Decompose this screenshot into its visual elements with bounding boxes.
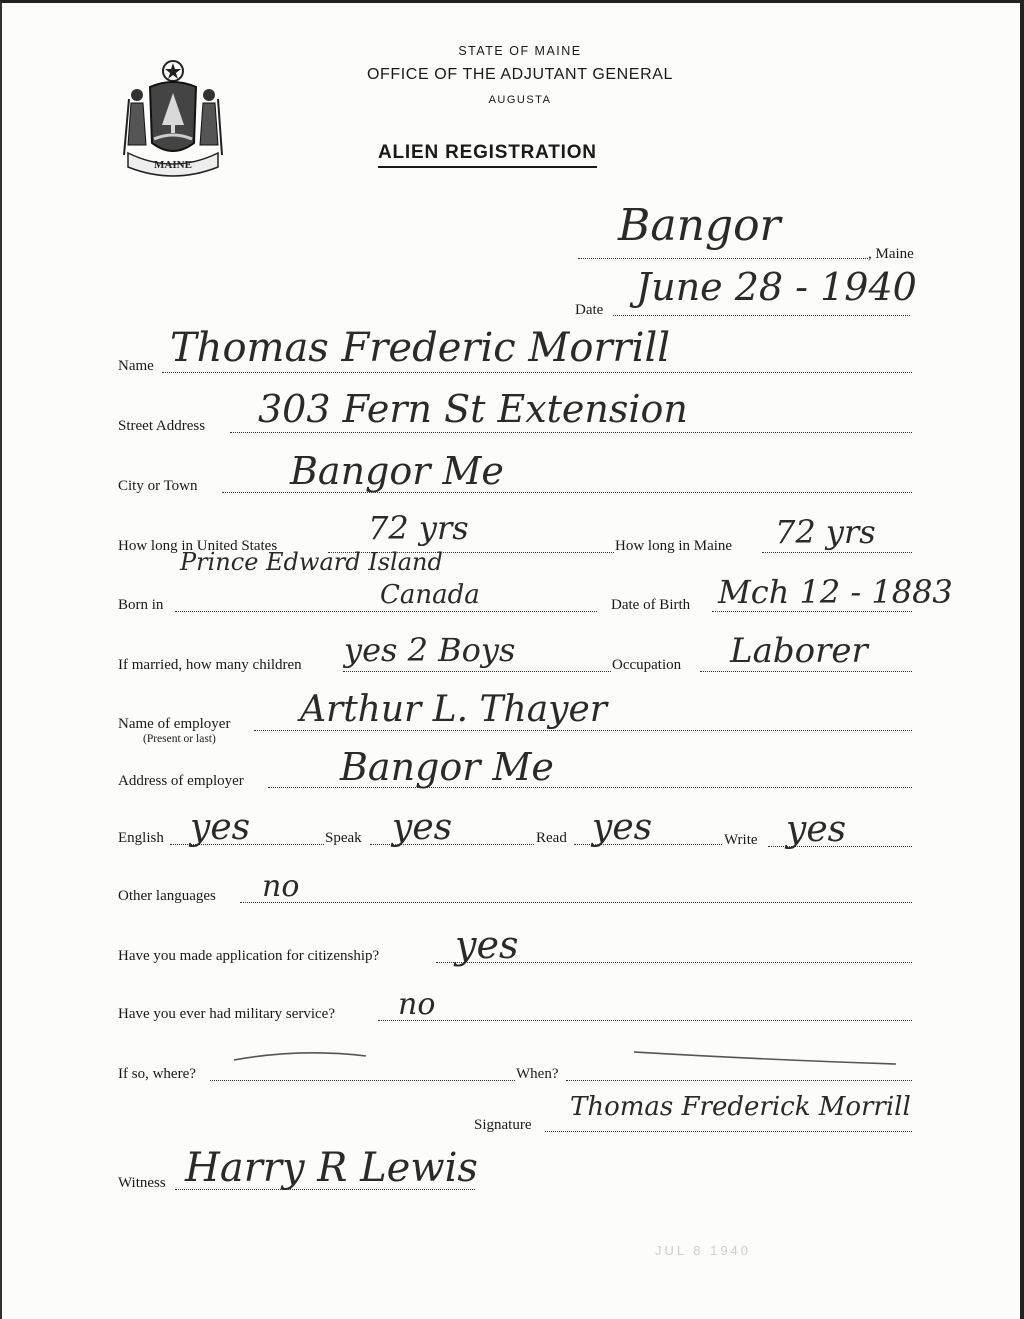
when-line [566, 1080, 912, 1081]
english-label: English [118, 830, 164, 846]
city-label: City or Town [118, 478, 198, 494]
other-languages-label: Other languages [118, 888, 216, 904]
maine-suffix-label: , Maine [868, 246, 914, 262]
married-children-entry[interactable]: yes 2 Boys [344, 631, 516, 669]
date-line [613, 315, 910, 316]
header-office: OFFICE OF THE ADJUTANT GENERAL [366, 66, 674, 83]
born-in-line [175, 611, 597, 612]
read-entry[interactable]: yes [592, 807, 653, 848]
occupation-line [700, 671, 912, 672]
maine-seal-icon [120, 55, 226, 177]
born-province-entry[interactable]: Prince Edward Island [180, 548, 443, 576]
name-entry[interactable]: Thomas Frederic Morrill [170, 325, 671, 371]
employer-address-entry[interactable]: Bangor Me [340, 745, 554, 789]
employer-name-entry[interactable]: Arthur L. Thayer [300, 689, 608, 730]
military-label: Have you ever had military service? [118, 1006, 335, 1022]
witness-entry[interactable]: Harry R Lewis [185, 1145, 478, 1191]
place-line [578, 258, 868, 259]
when-dash-mark [630, 1046, 900, 1070]
where-dash-mark [230, 1046, 370, 1066]
place-entry[interactable]: Bangor [618, 200, 781, 251]
name-line [162, 372, 912, 373]
occupation-label: Occupation [612, 657, 682, 673]
married-children-label: If married, how many children [118, 657, 302, 673]
born-in-label: Born in [118, 597, 164, 613]
write-entry[interactable]: yes [786, 809, 847, 850]
date-label: Date [575, 302, 604, 318]
speak-label: Speak [325, 830, 362, 846]
occupation-entry[interactable]: Laborer [730, 631, 868, 671]
read-label: Read [536, 830, 567, 846]
header-state: STATE OF MAINE [458, 44, 582, 58]
date-of-birth-entry[interactable]: Mch 12 - 1883 [718, 573, 953, 611]
city-entry[interactable]: Bangor Me [290, 449, 504, 493]
name-label: Name [118, 358, 154, 374]
page-edge [1020, 0, 1024, 1319]
svg-text:MAINE: MAINE [154, 159, 192, 171]
street-address-line [230, 432, 912, 433]
other-languages-line [240, 902, 912, 903]
if-so-where-line [210, 1080, 515, 1081]
how-long-us-label: How long in United States [118, 538, 278, 554]
employer-name-line [254, 730, 912, 731]
street-address-entry[interactable]: 303 Fern St Extension [258, 387, 688, 431]
employer-note-label: (Present or last) [143, 733, 216, 745]
signature-line [545, 1131, 912, 1132]
how-long-us-entry[interactable]: 72 yrs [368, 509, 469, 547]
how-long-maine-entry[interactable]: 72 yrs [775, 513, 876, 551]
married-children-line [343, 671, 611, 672]
witness-label: Witness [118, 1175, 166, 1191]
date-of-birth-label: Date of Birth [611, 597, 691, 613]
signature-label: Signature [474, 1117, 532, 1133]
military-entry[interactable]: no [398, 987, 436, 1022]
other-languages-entry[interactable]: no [262, 869, 300, 904]
received-stamp: JUL 8 1940 [655, 1243, 752, 1258]
form-title: ALIEN REGISTRATION [378, 142, 597, 168]
how-long-maine-line [762, 552, 912, 553]
if-so-where-label: If so, where? [118, 1066, 196, 1082]
write-label: Write [724, 832, 758, 848]
date-of-birth-line [712, 611, 912, 612]
how-long-maine-label: How long in Maine [615, 538, 733, 554]
military-line [378, 1020, 912, 1021]
citizenship-entry[interactable]: yes [455, 923, 519, 967]
signature-entry[interactable]: Thomas Frederick Morrill [570, 1092, 911, 1122]
born-country-entry[interactable]: Canada [380, 580, 480, 610]
employer-address-label: Address of employer [118, 773, 244, 789]
citizenship-label: Have you made application for citizenship? [118, 948, 380, 964]
speak-entry[interactable]: yes [392, 807, 453, 848]
date-entry[interactable]: June 28 - 1940 [636, 265, 917, 309]
employer-name-label: Name of employer [118, 716, 231, 732]
when-label: When? [516, 1066, 559, 1082]
english-entry[interactable]: yes [190, 807, 251, 848]
header-city: AUGUSTA [488, 94, 552, 106]
street-address-label: Street Address [118, 418, 206, 434]
